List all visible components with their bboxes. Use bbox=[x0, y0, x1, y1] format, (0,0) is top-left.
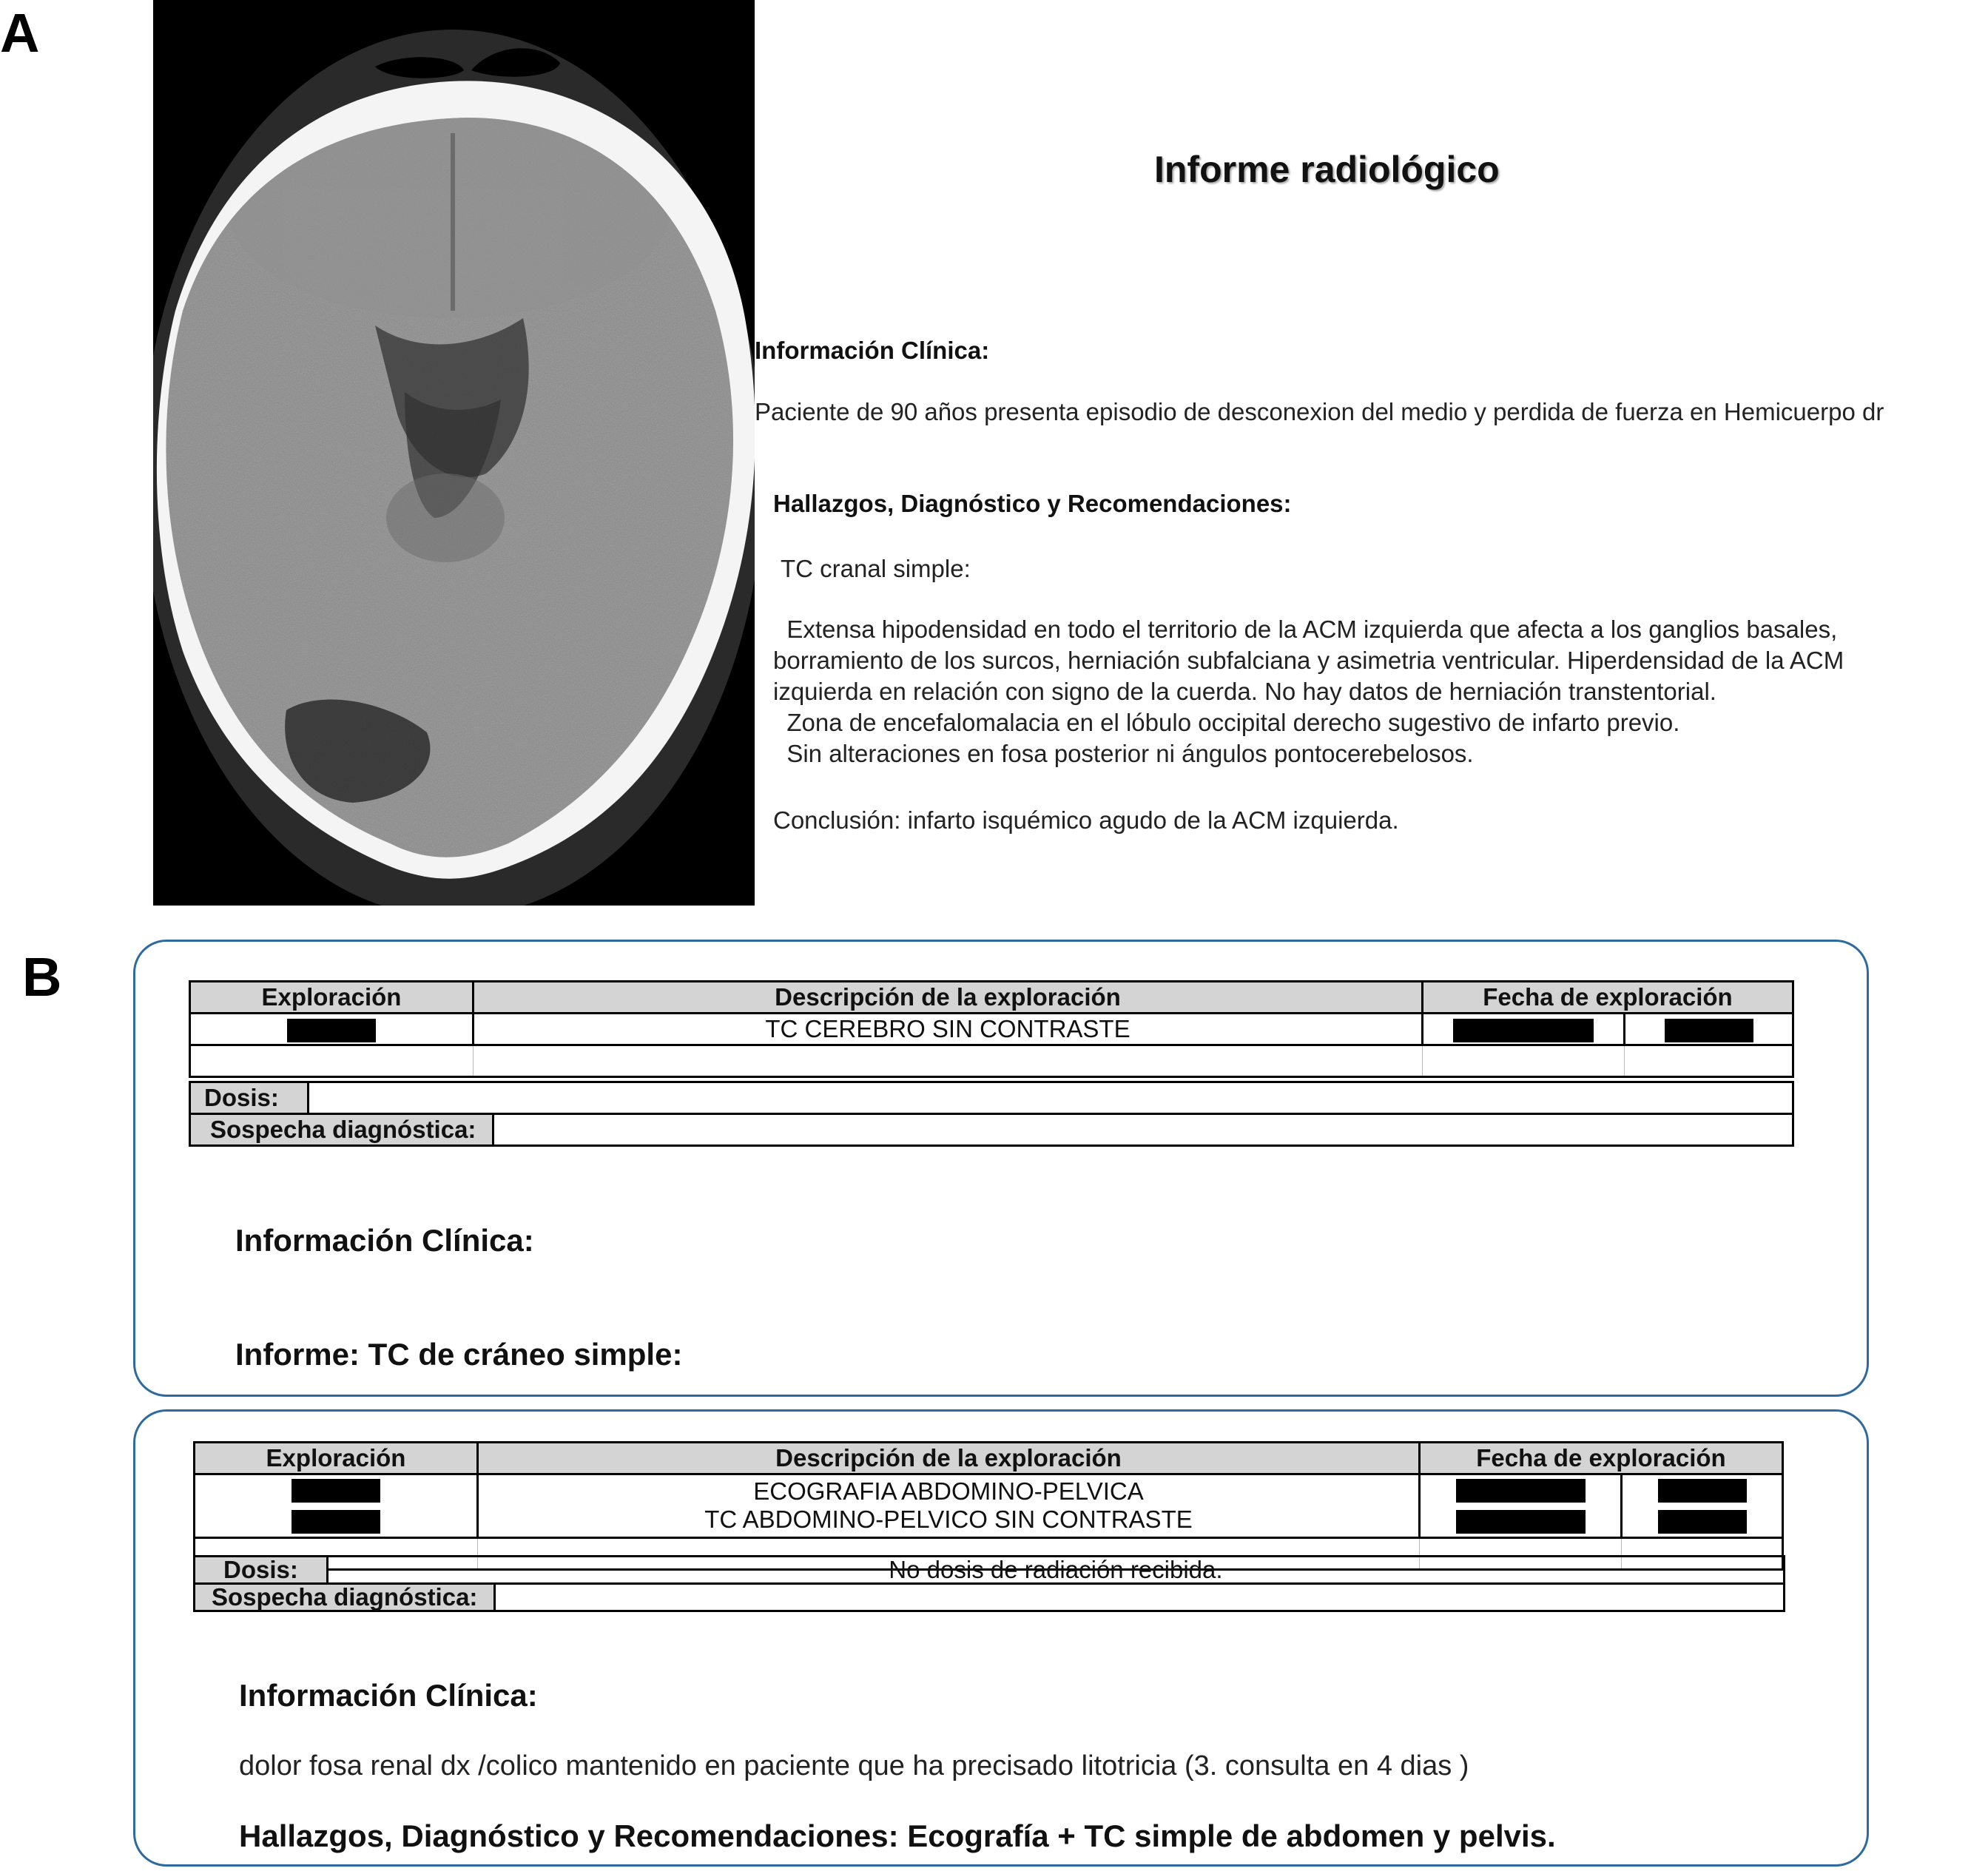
fecha-cell bbox=[1625, 1014, 1793, 1045]
exploration-table-1 bbox=[189, 980, 1794, 1078]
dosis-label: Dosis: bbox=[195, 1557, 328, 1582]
conclusion-text: Conclusión: infarto isquémico agudo de la ACM izquierda. bbox=[773, 806, 1399, 834]
description-line: ECOGRAFIA ABDOMINO-PELVICA bbox=[753, 1477, 1144, 1506]
description-cell: TC CEREBRO SIN CONTRASTE bbox=[474, 1014, 1423, 1045]
fecha-cell bbox=[1622, 1474, 1783, 1538]
exploracion-cell bbox=[190, 1014, 474, 1045]
col-exploracion: Exploración bbox=[190, 982, 474, 1014]
sospecha-row bbox=[193, 1582, 1785, 1612]
dosis-row bbox=[189, 1081, 1794, 1115]
redacted-block bbox=[1665, 1019, 1753, 1042]
clinical-info-heading: Información Clínica: bbox=[235, 1223, 534, 1258]
redacted-block bbox=[1456, 1510, 1586, 1534]
exploration-table-2 bbox=[193, 1441, 1784, 1571]
empty-cell bbox=[1423, 1045, 1625, 1077]
clinical-info-heading: Información Clínica: bbox=[755, 337, 990, 364]
informe-heading: Informe: TC de cráneo simple: bbox=[235, 1337, 683, 1372]
empty-cell bbox=[474, 1045, 1423, 1077]
findings-line: izquierda en relación con signo de la cuerda. No hay datos de herniación transtentorial. bbox=[773, 678, 1716, 705]
clinical-info-text: Paciente de 90 años presenta episodio de desconexion del medio y perdida de fuerza en Hemicuerpo dr bbox=[755, 398, 1884, 425]
description-cell bbox=[478, 1474, 1420, 1538]
redacted-block bbox=[292, 1510, 380, 1534]
redacted-block bbox=[292, 1479, 380, 1503]
findings-line: Zona de encefalomalacia en el lóbulo occipital derecho sugestivo de infarto previo. bbox=[773, 709, 1680, 736]
col-exploracion: Exploración bbox=[195, 1443, 478, 1474]
col-fecha: Fecha de exploración bbox=[1420, 1443, 1783, 1474]
study-name: TC cranal simple: bbox=[781, 555, 971, 582]
report-title: Informe radiológico bbox=[1154, 149, 1500, 190]
sospecha-label: Sospecha diagnóstica: bbox=[191, 1115, 494, 1144]
redacted-block bbox=[1453, 1019, 1594, 1042]
clinical-info-heading: Información Clínica: bbox=[239, 1678, 538, 1713]
sospecha-label: Sospecha diagnóstica: bbox=[195, 1585, 496, 1610]
dosis-value: No dosis de radiación recibida. bbox=[889, 1556, 1223, 1583]
findings-line: Sin alteraciones en fosa posterior ni ángulos pontocerebelosos. bbox=[773, 740, 1474, 767]
exploracion-cell bbox=[195, 1474, 478, 1538]
col-fecha: Fecha de exploración bbox=[1423, 982, 1793, 1014]
ct-brain-scan-image bbox=[153, 0, 755, 906]
dosis-label: Dosis: bbox=[191, 1083, 309, 1113]
clinical-info-text: dolor fosa renal dx /colico mantenido en paciente que ha precisado litotricia (3. consulta en 4 dias ) bbox=[239, 1750, 1469, 1781]
findings-line: borramiento de los surcos, herniación subfalciana y asimetria ventricular. Hiperdensidad de la ACM bbox=[773, 647, 1844, 674]
empty-cell bbox=[190, 1045, 474, 1077]
panel-label-a: A bbox=[0, 2, 40, 64]
report-box-2 bbox=[133, 1409, 1869, 1867]
empty-cell bbox=[1625, 1045, 1793, 1077]
report-box-1 bbox=[133, 940, 1869, 1397]
sospecha-value bbox=[496, 1585, 1783, 1610]
redacted-block bbox=[1658, 1479, 1747, 1503]
col-descripcion: Descripción de la exploración bbox=[478, 1443, 1420, 1474]
fecha-cell bbox=[1420, 1474, 1622, 1538]
col-descripcion: Descripción de la exploración bbox=[474, 982, 1423, 1014]
description-line: TC ABDOMINO-PELVICO SIN CONTRASTE bbox=[704, 1506, 1193, 1534]
findings-heading: Hallazgos, Diagnóstico y Recomendaciones: bbox=[773, 490, 1292, 517]
redacted-block bbox=[287, 1019, 376, 1042]
fecha-cell bbox=[1423, 1014, 1625, 1045]
redacted-block bbox=[1658, 1510, 1747, 1534]
panel-label-b: B bbox=[22, 946, 62, 1008]
findings-text bbox=[773, 614, 1987, 769]
redacted-block bbox=[1456, 1479, 1586, 1503]
findings-text: Hallazgos, Diagnóstico y Recomendaciones: Ecografía + TC simple de abdomen y pelvis. bbox=[239, 1818, 1556, 1853]
sospecha-row bbox=[189, 1113, 1794, 1147]
sospecha-value bbox=[494, 1115, 1792, 1144]
dosis-row bbox=[193, 1555, 1785, 1585]
findings-line: Extensa hipodensidad en todo el territorio de la ACM izquierda que afecta a los ganglios basales, bbox=[773, 616, 1838, 643]
dosis-value bbox=[309, 1083, 1792, 1113]
